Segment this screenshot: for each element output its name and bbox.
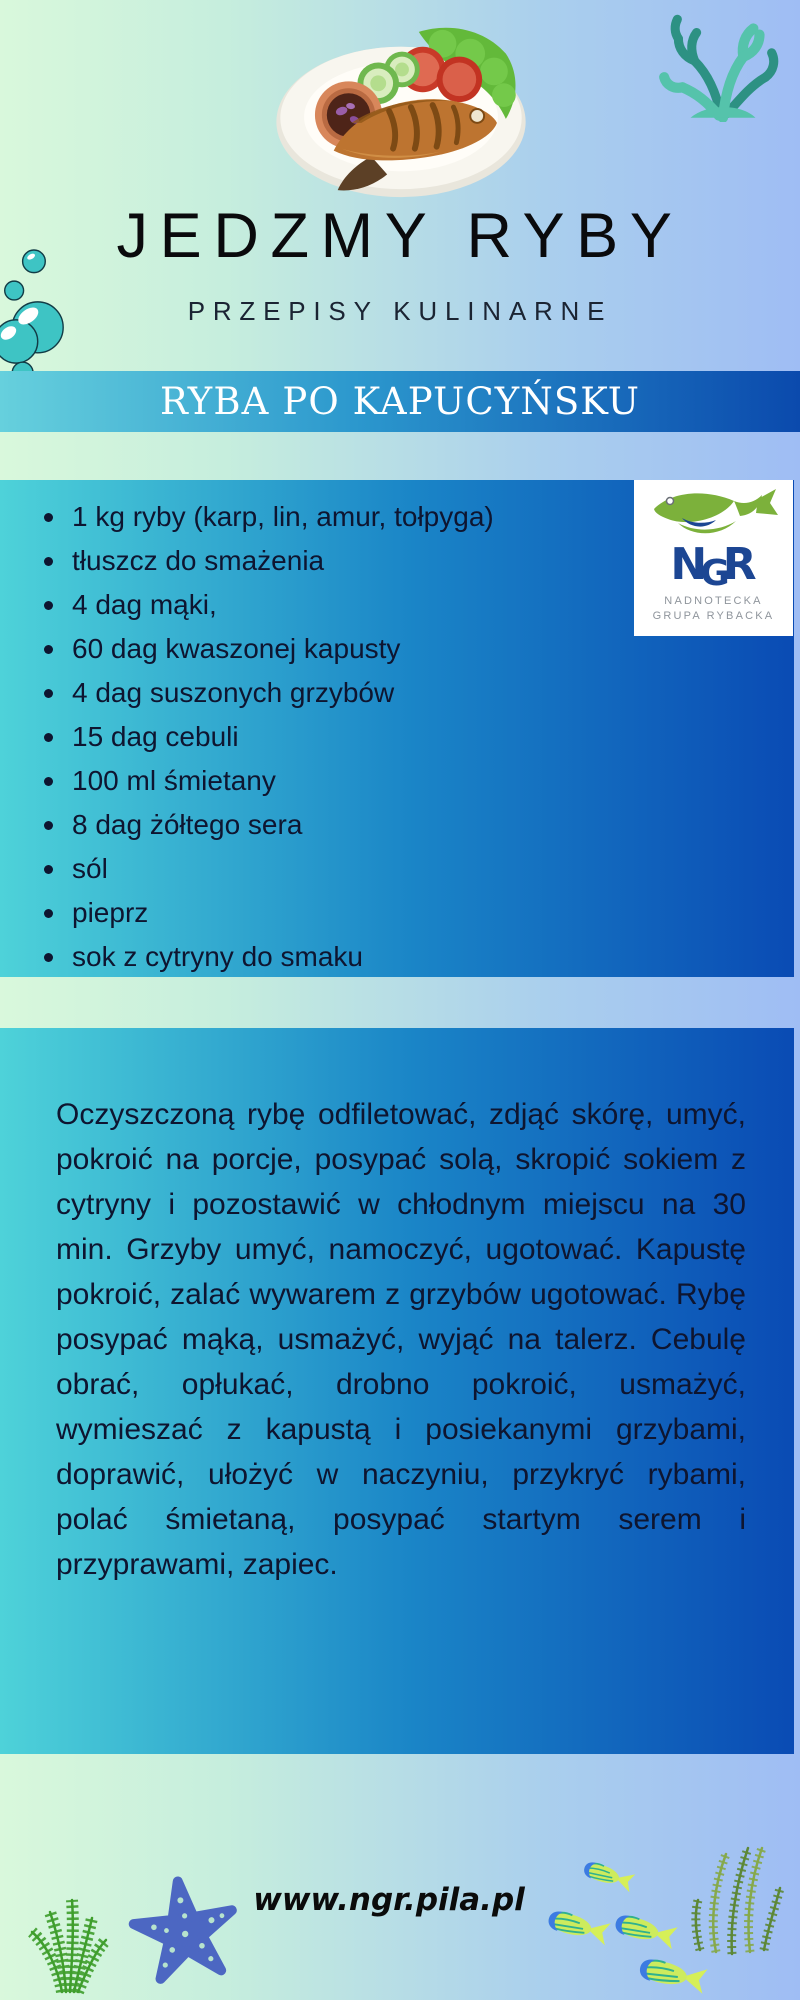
recipe-title: RYBA PO KAPUCYŃSKU — [159, 380, 641, 423]
instructions-text: Oczyszczoną rybę odfiletować, zdjąć skórę, umyć, pokroić na porcje, posypać solą, skropić sokiem z cytryny i pozostawić w chłodnym miejscu na 30 min. Grzyby umyć, namoczyć, ugotować. Kapustę pokroić, zalać wywarem z grzybów ugotować. Rybę posypać mąką, usmażyć, wyjąć na talerz. Cebulę obrać, opłukać, drobno pokroić, usmażyć, wymieszać z kapustą i posiekanymi grzybami, doprawić, ułożyć w naczyniu, przykryć rybami, polać śmietaną, posypać startym serem i przyprawami, zapiec. — [56, 1098, 746, 1581]
ingredient-item: 60 dag kwaszonej kapusty — [42, 627, 624, 671]
coral-icon — [652, 10, 794, 122]
ngr-logo-text-line2: GRUPA RYBACKA — [652, 610, 775, 622]
fish-school-icon — [546, 1859, 708, 1994]
ingredient-item: 15 dag cebuli — [42, 715, 624, 759]
ingredient-item: sól — [42, 847, 624, 891]
page-title: JEDZMY RYBY — [116, 201, 684, 271]
ingredient-item: 8 dag żółtego sera — [42, 803, 624, 847]
page-subtitle: PRZEPISY KULINARNE — [187, 296, 613, 326]
ngr-logo-acronym — [670, 539, 757, 594]
ingredient-item: pieprz — [42, 891, 624, 935]
ingredient-item: 100 ml śmietany — [42, 759, 624, 803]
starfish-icon — [129, 1875, 240, 1982]
ingredient-item: 4 dag mąki, — [42, 583, 624, 627]
ingredient-item: 4 dag suszonych grzybów — [42, 671, 624, 715]
ngr-letter-r: R — [722, 539, 757, 590]
ngr-letter-g: G — [700, 553, 730, 594]
ingredient-item: 1 kg ryby (karp, lin, amur, tołpyga) — [42, 495, 624, 539]
seaweed-left-icon — [32, 1900, 106, 1992]
instructions-panel — [0, 1028, 794, 1754]
seaweed-right-icon — [696, 1848, 780, 1954]
ngr-letter-n: N — [670, 539, 708, 590]
fish-plate-illustration — [272, 20, 530, 203]
ingredient-item: sok z cytryny do smaku — [42, 935, 624, 979]
footer-decorations — [0, 1754, 800, 2000]
ngr-logo-fish-icon — [646, 485, 782, 549]
ngr-logo-text-line1: NADNOTECKA — [664, 595, 763, 607]
ngr-logo — [634, 480, 793, 636]
ingredient-item: tłuszcz do smażenia — [42, 539, 624, 583]
website-text: www.ngr.pila.pl — [253, 1882, 525, 1918]
recipe-title-banner — [0, 371, 800, 432]
